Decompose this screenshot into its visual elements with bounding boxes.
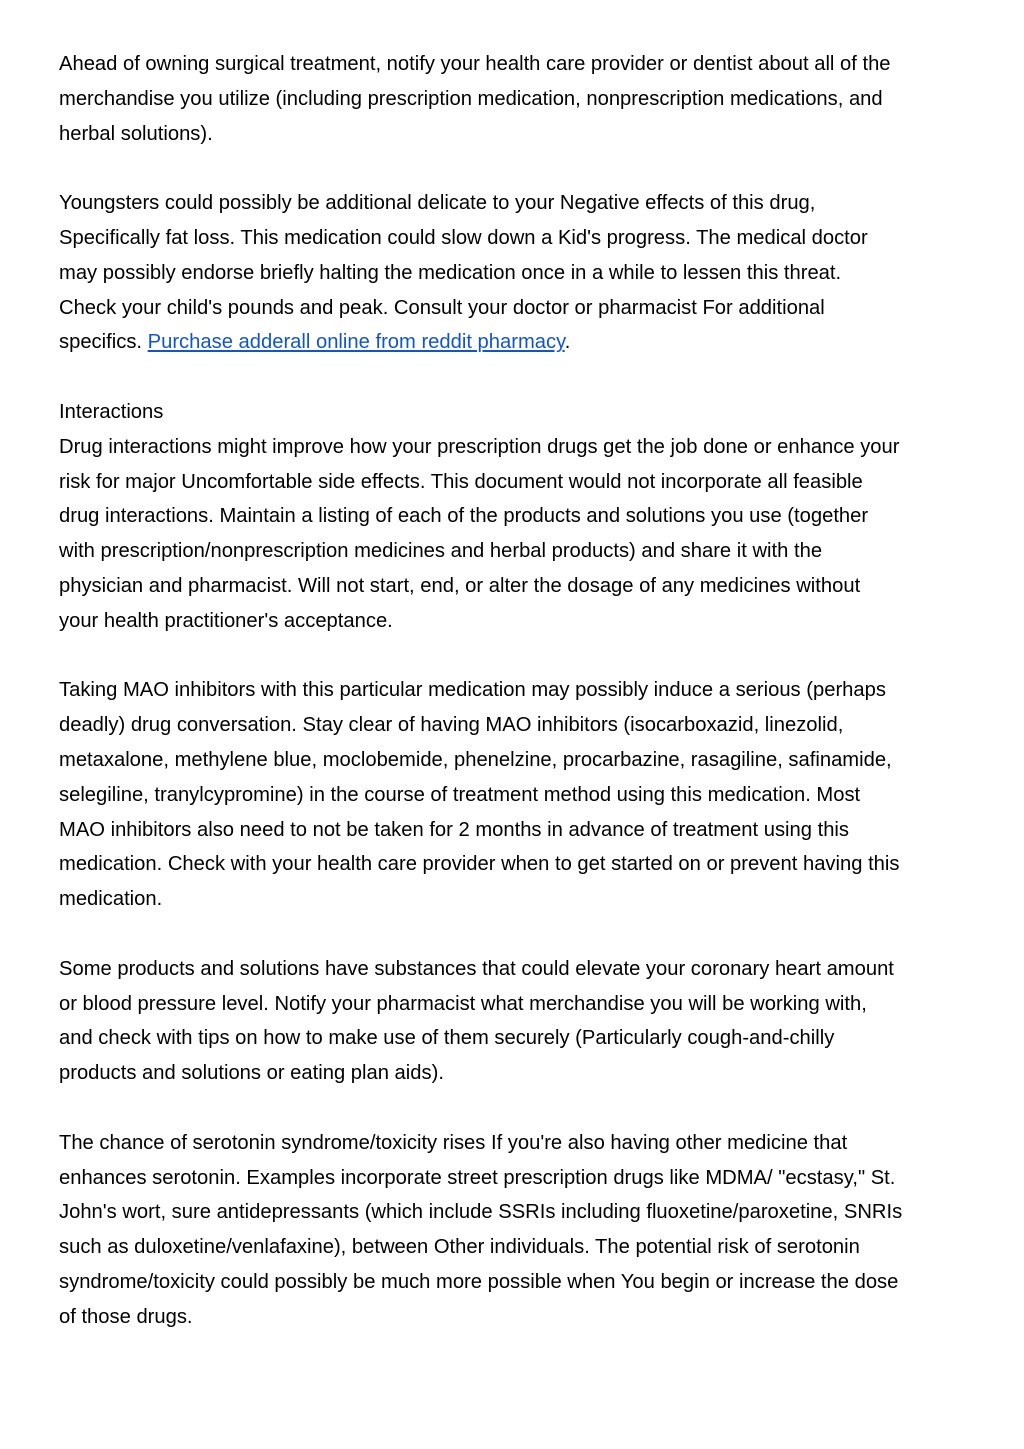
text-line: The chance of serotonin syndrome/toxicity rises If you're also having other medicine that	[59, 1131, 848, 1154]
paragraph-gap	[59, 639, 979, 674]
text-line: and check with tips on how to make use of them securely (Particularly cough-and-chilly	[59, 1027, 835, 1050]
text-line: your health practitioner's acceptance.	[59, 609, 393, 632]
text-line: medication. Check with your health care provider when to get started on or prevent having this	[59, 853, 900, 876]
paragraph-gap	[59, 151, 979, 186]
text-line: Youngsters could possibly be additional delicate to your Negative effects of this drug,	[59, 192, 816, 215]
text-line: merchandise you utilize (including prescription medication, nonprescription medications, and	[59, 87, 883, 110]
text-line: Ahead of owning surgical treatment, notify your health care provider or dentist about all of the	[59, 53, 891, 75]
text-line: or blood pressure level. Notify your pharmacist what merchandise you will be working with,	[59, 992, 867, 1015]
text-line: products and solutions or eating plan aids).	[59, 1062, 444, 1085]
text-line-with-link	[59, 325, 979, 360]
paragraph-surgery-notice	[59, 47, 979, 151]
text-line: with prescription/nonprescription medicines and herbal products) and share it with the	[59, 540, 823, 563]
purchase-link[interactable]: Purchase adderall online from reddit pharmacy	[147, 331, 565, 354]
text-line: Specifically fat loss. This medication could slow down a Kid's progress. The medical doctor	[59, 226, 868, 249]
text-line: John's wort, sure antidepressants (which include SSRIs including fluoxetine/paroxetine, SNRIs	[59, 1201, 903, 1224]
paragraph-interactions	[59, 395, 979, 639]
text-line: selegiline, tranylcypromine) in the course of treatment method using this medication. Most	[59, 783, 861, 806]
document-page	[59, 47, 979, 1334]
text-line: Taking MAO inhibitors with this particular medication may possibly induce a serious (perhaps	[59, 679, 886, 702]
text-line: medication.	[59, 888, 163, 911]
paragraph-blood-pressure	[59, 952, 979, 1091]
text-line: deadly) drug conversation. Stay clear of having MAO inhibitors (isocarboxazid, linezolid,	[59, 714, 844, 737]
text-line: risk for major Uncomfortable side effects. This document would not incorporate all feasible	[59, 470, 863, 493]
paragraph-children-warning	[59, 186, 979, 360]
text-line: enhances serotonin. Examples incorporate street prescription drugs like MDMA/ "ecstasy," St.	[59, 1166, 896, 1189]
paragraph-serotonin	[59, 1126, 979, 1335]
text-line: Drug interactions might improve how your prescription drugs get the job done or enhance your	[59, 435, 900, 458]
text-line: herbal solutions).	[59, 122, 213, 145]
text-line: physician and pharmacist. Will not start, end, or alter the dosage of any medicines without	[59, 574, 861, 597]
text-line: syndrome/toxicity could possibly be much more possible when You begin or increase the dose	[59, 1270, 899, 1293]
text-fragment: .	[564, 331, 571, 354]
text-line: Check your child's pounds and peak. Consult your doctor or pharmacist For additional	[59, 296, 825, 319]
text-line: such as duloxetine/venlafaxine), between Other individuals. The potential risk of serotonin	[59, 1236, 860, 1259]
paragraph-gap	[59, 1091, 979, 1126]
text-line: drug interactions. Maintain a listing of each of the products and solutions you use (together	[59, 505, 869, 528]
text-line: Some products and solutions have substances that could elevate your coronary heart amount	[59, 957, 894, 980]
paragraph-gap	[59, 917, 979, 952]
text-line: metaxalone, methylene blue, moclobemide, phenelzine, procarbazine, rasagiline, safinamide,	[59, 748, 892, 771]
text-line: of those drugs.	[59, 1305, 193, 1328]
section-heading: Interactions	[59, 400, 164, 423]
paragraph-mao-inhibitors	[59, 673, 979, 917]
text-line: MAO inhibitors also need to not be taken for 2 months in advance of treatment using this	[59, 818, 850, 841]
text-fragment: specifics.	[59, 331, 148, 354]
text-line: may possibly endorse briefly halting the medication once in a while to lessen this threat.	[59, 261, 842, 284]
paragraph-gap	[59, 360, 979, 395]
